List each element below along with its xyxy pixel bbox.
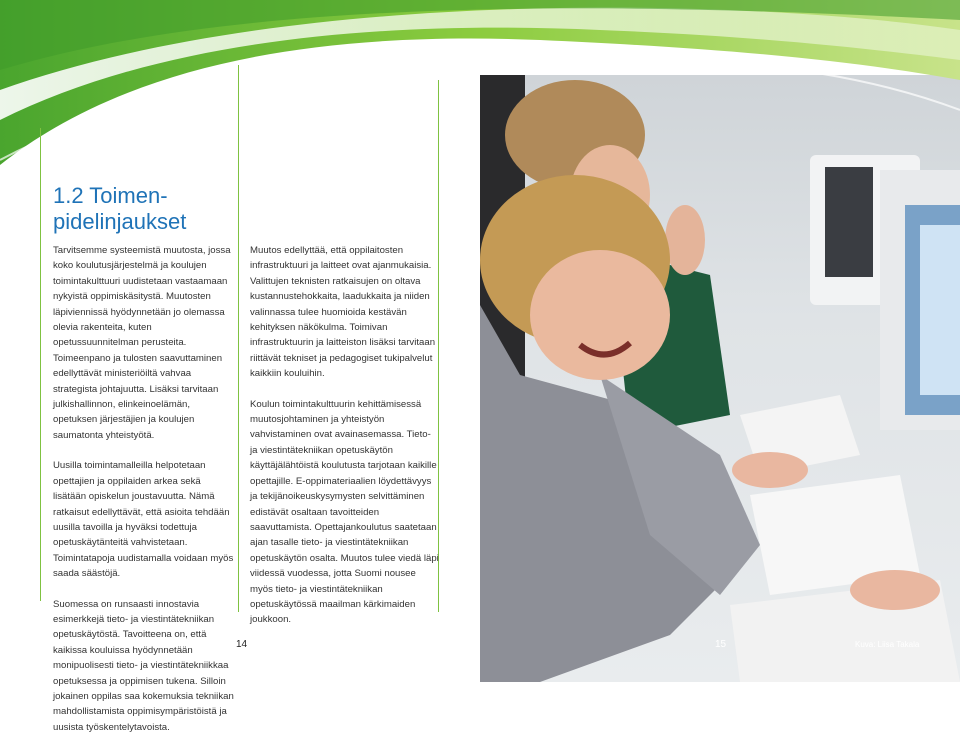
paragraph: Suomessa on runsaasti innostavia esimerkkejä tieto- ja viestintätekniikan opetuskäytöstä. Tavoitteena on, että kaikissa kouluissa hyödynnetään monipuolisesti tieto- ja viestintätekniikkaa opetuksessa ja oppimisen tukena. Silloin jokainen oppilas saa kokemuksia tekniikan mahdollistamista oppimisympäristöistä ja uusista työskentelytavoista. xyxy=(53,598,234,733)
page-title xyxy=(53,183,233,235)
text-column-right xyxy=(250,243,440,643)
paragraph: Muutos edellyttää, että oppilaitosten infrastruktuuri ja laitteet ovat ajanmukaisia. Valittujen teknisten ratkaisujen on oltava kustannustehokkaita, laadukkaita ja niiden valinnassa tulee huomioida kestävän kehityksen näkökulma. Toimivan infrastruktuurin ja laitteiston lisäksi tarvitaan riittävät tekniset ja pedagogiset tukipalvelut kaikkiin kouluihin. xyxy=(250,245,436,380)
paragraph: Tarvitsemme systeemistä muutosta, jossa koko koulutusjärjestelmä ja koulujen toimintakulttuuri uudistetaan vastaamaan nykyistä oppimiskäsitystä. Muutosten läpiviennissä hyödynnetään jo olemassa olevia rakenteita, kuten opetussuunnitelman perusteita. Toimeenpano ja tulosten saavuttaminen edellyttävät ministeriöiltä vahvaa strategista johtajuutta. Lisäksi tarvitaan julkishallinnon, elinkeinoelämän, opetuksen järjestäjien ja koulujen saumatonta yhteistyötä. xyxy=(53,245,231,441)
photo-credit: Kuva: Liisa Takala xyxy=(855,640,920,649)
guide-line xyxy=(238,65,239,612)
paragraph: Uusilla toimintamalleilla helpotetaan opettajien ja oppilaiden arkea sekä lisätään opiskelun joustavuutta. Nämä ratkaisut edellyttävät, että asioita tehdään uusilla tavoilla ja hyväksi todettuja opetuskäytänteitä vahvistetaan. Toimintatapoja uudistamalla voidaan myös saada säästöjä. xyxy=(53,460,234,580)
paragraph: Koulun toimintakulttuurin kehittämisessä muutosjohtaminen ja yhteistyön vahvistaminen ovat avainasemassa. Tieto- ja viestintätekniikan opetuskäytön käyttäjälähtöistä koulutusta tarjotaan kaikille opettajille. E-oppimateriaalien löydettävyys ja tekijänoikeuskysymysten selvittäminen edistävät osaltaan tavoitteiden saavuttamista. Opettajankoulutus saatetaan ajan tasalle tieto- ja viestintätekniikan opetuskäytön osalta. Muutos tulee viedä läpi viidessä vuodessa, jotta Suomi nousee myös tieto- ja viestintätekniikan opetuskäytössä maailman kärkimaiden joukkoon. xyxy=(250,398,439,626)
title-line-2: pidelinjaukset xyxy=(53,209,187,234)
guide-line xyxy=(40,128,41,601)
title-line-1: 1.2 Toimen- xyxy=(53,183,168,208)
page-number-left: 14 xyxy=(236,639,248,650)
page-number-right: 15 xyxy=(715,639,727,650)
text-column-left xyxy=(53,243,235,750)
green-swoosh-banner xyxy=(0,0,960,175)
